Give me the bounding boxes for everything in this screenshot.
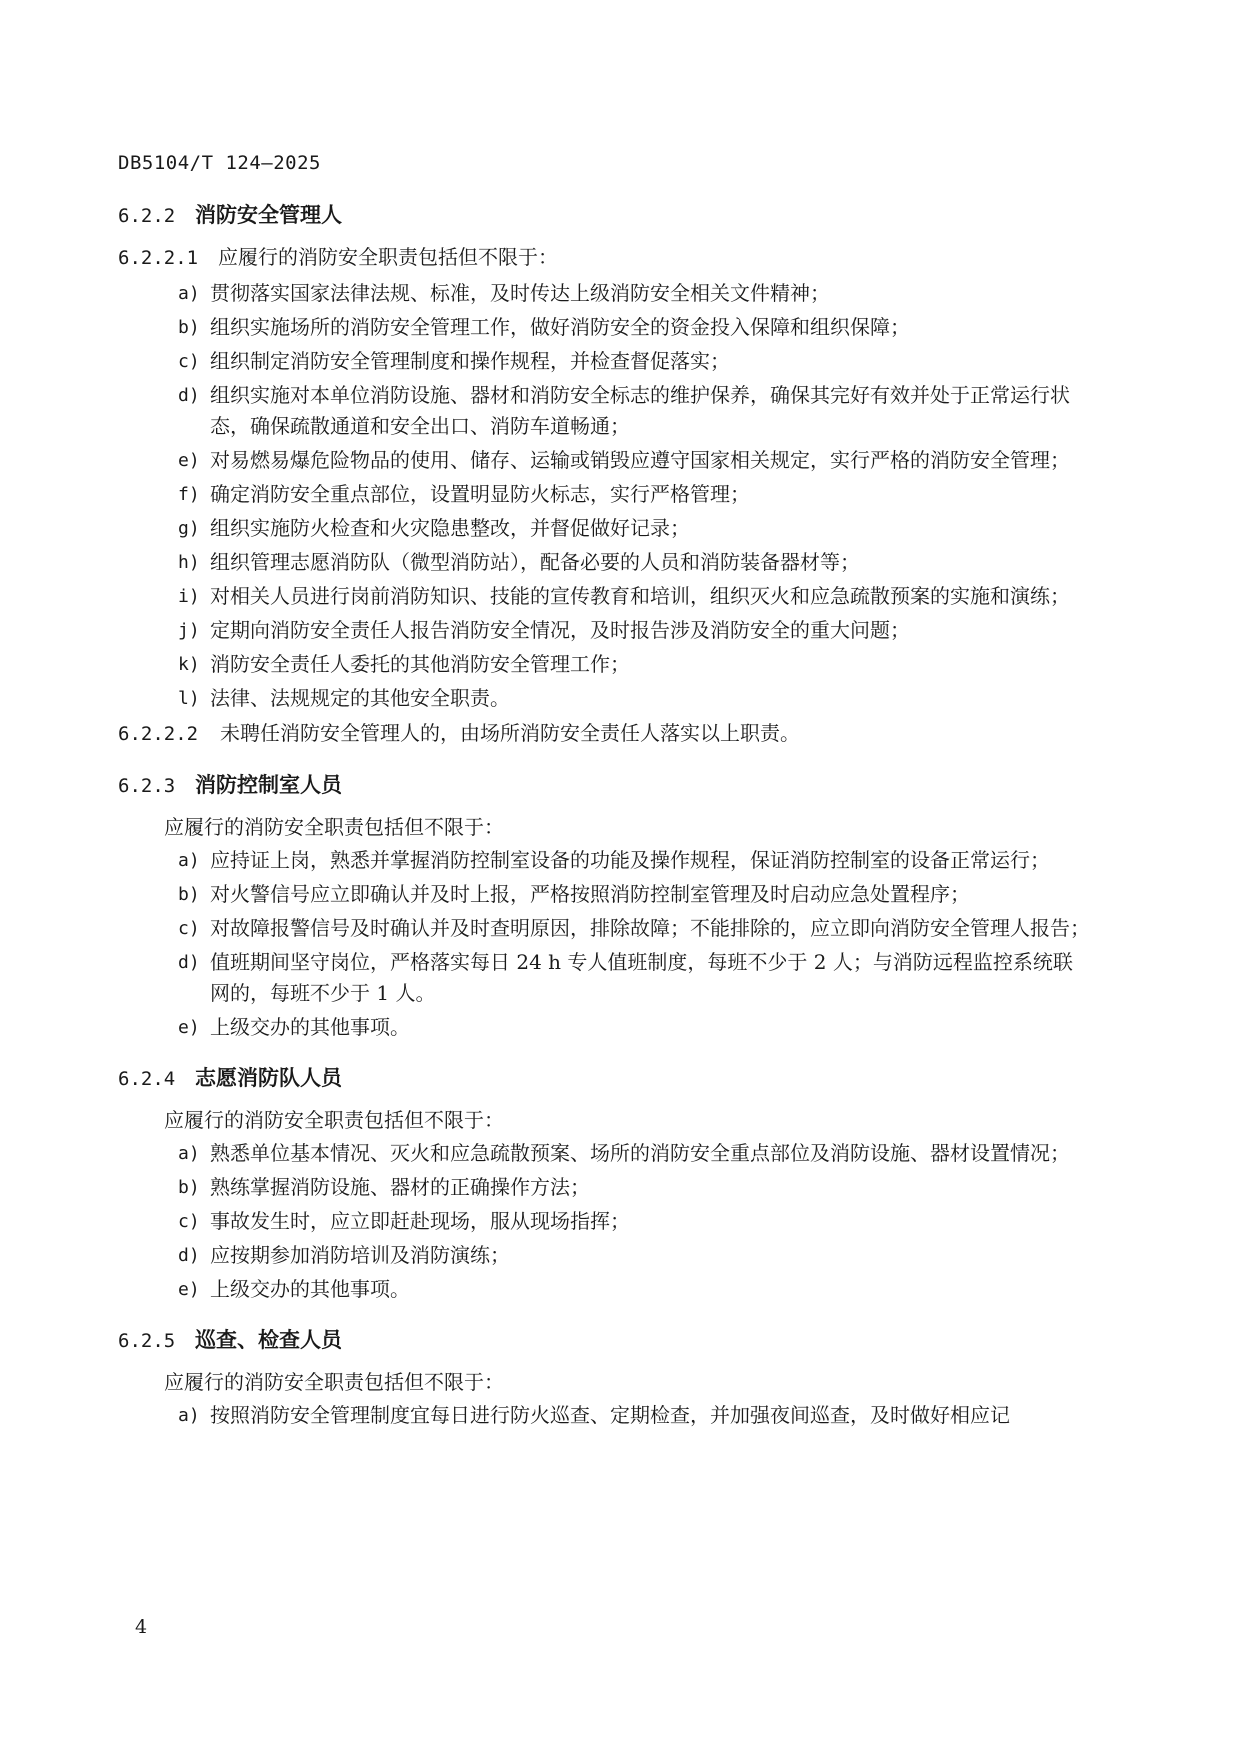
section-title: 消防控制室人员: [195, 773, 342, 797]
section-heading: [118, 1063, 1090, 1093]
list-mark: e): [178, 450, 200, 471]
list-item: [118, 445, 1090, 476]
section-lead: 应履行的消防安全职责包括但不限于：: [164, 1108, 504, 1132]
list-item: [118, 346, 1090, 377]
list-item: [118, 1206, 1090, 1237]
list-text: 值班期间坚守岗位，严格落实每日 24 h 专人值班制度，每班不少于 2 人；与消防远程监控系统联网的，每班不少于 1 人。: [210, 950, 1073, 1005]
list-item: [118, 615, 1090, 646]
list-text: 对易燃易爆危险物品的使用、储存、运输或销毁应遵守国家相关规定，实行严格的消防安全管理；: [210, 448, 1070, 472]
list-mark: a): [178, 1143, 200, 1164]
list-item: [118, 513, 1090, 544]
list-mark: b): [178, 884, 200, 905]
section-number: 6.2.3: [118, 775, 176, 797]
list-mark: d): [178, 385, 200, 406]
list-item: [118, 581, 1090, 612]
section-number: 6.2.4: [118, 1068, 176, 1090]
list-item: [118, 879, 1090, 910]
list-text: 应按期参加消防培训及消防演练；: [210, 1243, 510, 1267]
list-mark: k): [178, 654, 200, 675]
clause-number: 6.2.2.1: [118, 247, 199, 269]
list-text: 上级交办的其他事项。: [210, 1015, 410, 1039]
section-heading: [118, 770, 1090, 800]
section-title: 志愿消防队人员: [195, 1066, 342, 1090]
list-mark: e): [178, 1279, 200, 1300]
item-list: [118, 845, 1090, 1043]
list-mark: c): [178, 918, 200, 939]
list-item: [118, 1138, 1090, 1169]
list-mark: e): [178, 1017, 200, 1038]
list-item: [118, 913, 1090, 944]
list-text: 组织管理志愿消防队（微型消防站），配备必要的人员和消防装备器材等；: [210, 550, 860, 574]
list-item: [118, 380, 1090, 442]
list-mark: a): [178, 283, 200, 304]
list-text: 事故发生时，应立即赶赴现场，服从现场指挥；: [210, 1209, 630, 1233]
list-text: 上级交办的其他事项。: [210, 1277, 410, 1301]
list-item: [118, 1012, 1090, 1043]
list-mark: c): [178, 1211, 200, 1232]
list-mark: d): [178, 952, 200, 973]
list-text: 法律、法规规定的其他安全职责。: [210, 686, 510, 710]
list-text: 对相关人员进行岗前消防知识、技能的宣传教育和培训，组织灭火和应急疏散预案的实施和演练；: [210, 584, 1070, 608]
list-text: 对火警信号应立即确认并及时上报，严格按照消防控制室管理及时启动应急处置程序；: [210, 882, 970, 906]
list-text: 组织制定消防安全管理制度和操作规程，并检查督促落实；: [210, 349, 730, 373]
list-text: 确定消防安全重点部位，设置明显防火标志，实行严格管理；: [210, 482, 750, 506]
clause-number: 6.2.2.2: [118, 723, 199, 745]
section-lead: 应履行的消防安全职责包括但不限于：: [164, 815, 504, 839]
clause: [118, 718, 1090, 750]
list-text: 应持证上岗，熟悉并掌握消防控制室设备的功能及操作规程，保证消防控制室的设备正常运行；: [210, 848, 1050, 872]
list-mark: d): [178, 1245, 200, 1266]
list-text: 消防安全责任人委托的其他消防安全管理工作；: [210, 652, 630, 676]
clause: [118, 242, 1090, 274]
list-item: [118, 683, 1090, 714]
list-text: 对故障报警信号及时确认并及时查明原因，排除故障；不能排除的，应立即向消防安全管理人报告；: [210, 916, 1090, 940]
list-item: [118, 1400, 1090, 1431]
section-number: 6.2.5: [118, 1330, 176, 1352]
list-text: 按照消防安全管理制度宜每日进行防火巡查、定期检查，并加强夜间巡查，及时做好相应记: [210, 1403, 1010, 1427]
list-item: [118, 1172, 1090, 1203]
list-mark: a): [178, 850, 200, 871]
list-text: 贯彻落实国家法律法规、标准，及时传达上级消防安全相关文件精神；: [210, 281, 830, 305]
list-text: 组织实施对本单位消防设施、器材和消防安全标志的维护保养，确保其完好有效并处于正常运行状态，确保疏散通道和安全出口、消防车道畅通；: [210, 383, 1070, 438]
section-number: 6.2.2: [118, 205, 176, 227]
list-mark: l): [178, 688, 200, 709]
list-item: [118, 1240, 1090, 1271]
list-item: [118, 278, 1090, 309]
section-title: 消防安全管理人: [195, 203, 342, 227]
list-mark: j): [178, 620, 200, 641]
body-content: [118, 200, 1090, 1435]
list-mark: c): [178, 351, 200, 372]
clause-text: 未聘任消防安全管理人的，由场所消防安全责任人落实以上职责。: [220, 721, 800, 745]
list-item: [118, 845, 1090, 876]
list-text: 熟悉单位基本情况、灭火和应急疏散预案、场所的消防安全重点部位及消防设施、器材设置情况；: [210, 1141, 1070, 1165]
list-text: 定期向消防安全责任人报告消防安全情况，及时报告涉及消防安全的重大问题；: [210, 618, 910, 642]
list-item: [118, 312, 1090, 343]
list-mark: b): [178, 317, 200, 338]
list-item: [118, 1274, 1090, 1305]
section-title: 巡查、检查人员: [195, 1328, 342, 1352]
page-number: 4: [135, 1616, 148, 1638]
list-item: [118, 547, 1090, 578]
list-mark: a): [178, 1405, 200, 1426]
clause-text: 应履行的消防安全职责包括但不限于：: [218, 245, 558, 269]
section-heading: [118, 200, 1090, 230]
list-item: [118, 649, 1090, 680]
list-mark: f): [178, 484, 200, 505]
list-text: 熟练掌握消防设施、器材的正确操作方法；: [210, 1175, 590, 1199]
document-code: DB5104/T 124—2025: [118, 152, 321, 174]
list-mark: b): [178, 1177, 200, 1198]
list-mark: i): [178, 586, 200, 607]
item-list: [118, 278, 1090, 714]
list-mark: g): [178, 518, 200, 539]
section-lead: 应履行的消防安全职责包括但不限于：: [164, 1370, 504, 1394]
list-text: 组织实施场所的消防安全管理工作，做好消防安全的资金投入保障和组织保障；: [210, 315, 910, 339]
list-mark: h): [178, 552, 200, 573]
section-heading: [118, 1325, 1090, 1355]
list-text: 组织实施防火检查和火灾隐患整改，并督促做好记录；: [210, 516, 690, 540]
item-list: [118, 1138, 1090, 1305]
item-list: [118, 1400, 1090, 1431]
list-item: [118, 947, 1090, 1009]
list-item: [118, 479, 1090, 510]
